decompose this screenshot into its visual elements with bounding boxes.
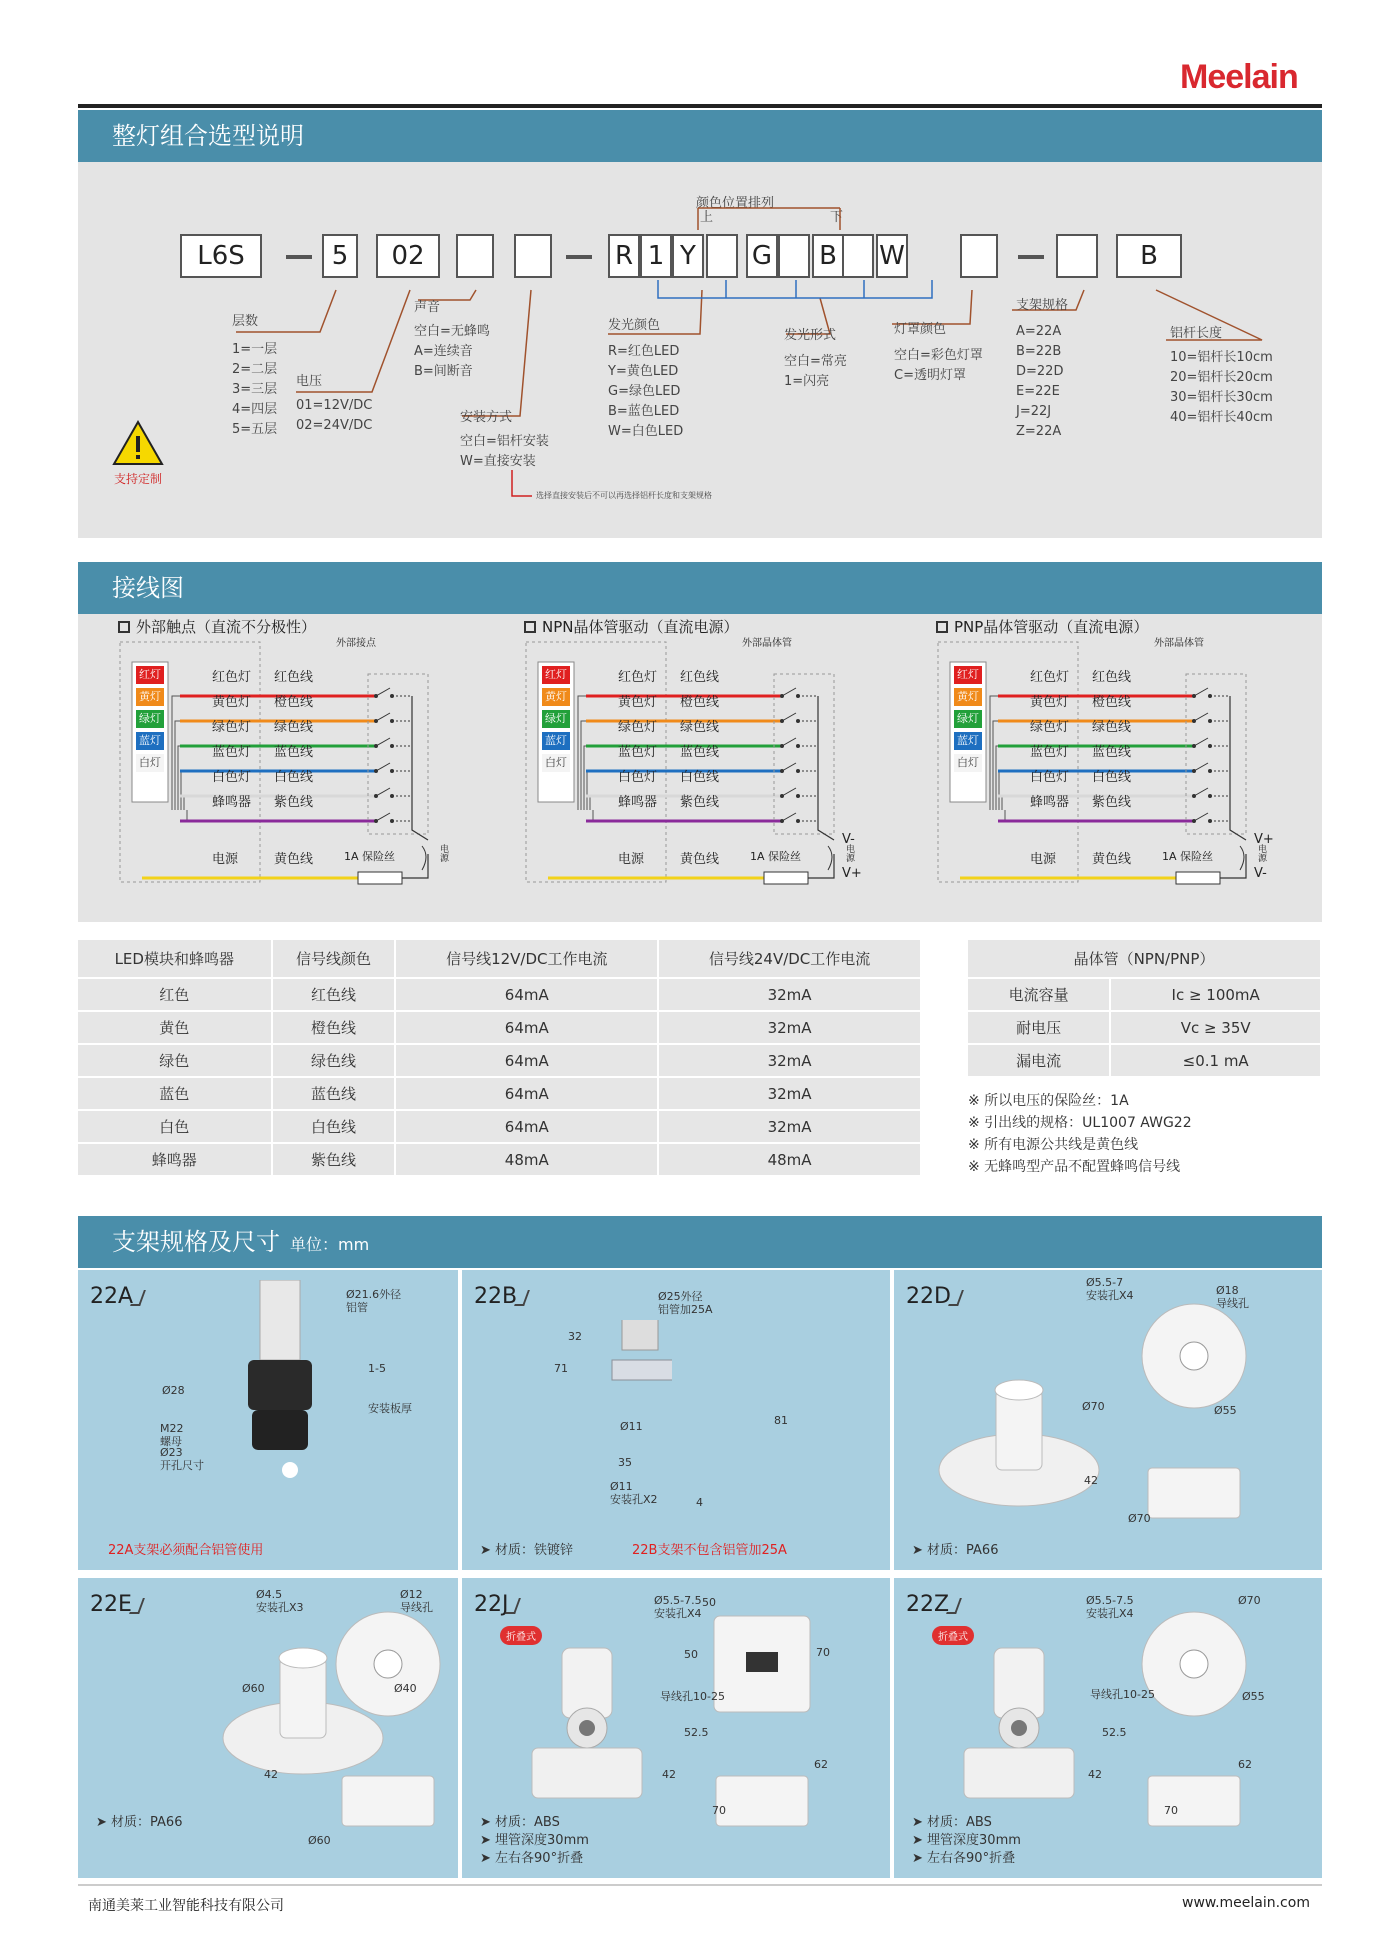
lamp-stack bbox=[136, 662, 164, 776]
lamp-wire-label: 绿色灯 bbox=[618, 720, 658, 735]
power-wire-label: 黄色线 bbox=[274, 852, 314, 867]
table-cell: 32mA bbox=[658, 1011, 921, 1044]
pole-title: 铝杆长度 bbox=[1170, 326, 1223, 341]
material-spec: ➤ 材质：铁镀锌 bbox=[480, 1543, 574, 1558]
external-label: 外部晶体管 bbox=[1154, 638, 1204, 649]
transistor-table-header: 晶体管（NPN/PNP） bbox=[968, 940, 1321, 978]
table-row bbox=[78, 1044, 921, 1077]
bracket-code: 22Z bbox=[906, 1592, 950, 1617]
table-header-cell: LED模块和蜂鸣器 bbox=[78, 940, 272, 978]
dimension-label: Ø70 bbox=[1082, 1400, 1105, 1413]
bracket-panel-22B bbox=[462, 1270, 890, 1570]
lamp-wire-label: 红色灯 bbox=[212, 670, 252, 685]
table-cell: 48mA bbox=[658, 1143, 921, 1176]
polarity-top: V- bbox=[842, 832, 855, 847]
wire-color-label: 紫色线 bbox=[1092, 795, 1132, 810]
bracket-drawing bbox=[692, 1290, 832, 1530]
dimension-label: 62 bbox=[814, 1758, 828, 1771]
dimension-label: Ø25外径 铝管加25A bbox=[658, 1290, 713, 1316]
table-cell: 绿色线 bbox=[272, 1044, 396, 1077]
table-cell: 紫色线 bbox=[272, 1143, 396, 1176]
code-box: 1 bbox=[640, 234, 672, 278]
dimension-label: 导线孔10-25 bbox=[660, 1690, 725, 1703]
bracket-code: 22B bbox=[474, 1284, 518, 1309]
table-cell: 32mA bbox=[658, 978, 921, 1011]
side-power-label: 电源 bbox=[1258, 845, 1268, 864]
wire-color-label: 白色线 bbox=[274, 770, 314, 785]
bracket-product-image bbox=[502, 1628, 672, 1828]
section-title-wiring: 接线图 bbox=[78, 562, 1322, 614]
lamp-label: 白灯 bbox=[954, 754, 982, 772]
wire-color-label: 橙色线 bbox=[1092, 695, 1132, 710]
lamp-label: 红灯 bbox=[954, 666, 982, 684]
note-line: ※ 所有电源公共线是黄色线 bbox=[968, 1137, 1139, 1153]
lamp-stack bbox=[954, 662, 982, 776]
code-box: R bbox=[608, 234, 640, 278]
lamp-label: 黄灯 bbox=[542, 688, 570, 706]
table-cell: 32mA bbox=[658, 1077, 921, 1110]
unit-label: 单位：mm bbox=[290, 1235, 370, 1254]
mount-note: 选择直接安装后不可以再选择铝杆长度和支架规格 bbox=[536, 491, 712, 500]
table-row bbox=[78, 978, 921, 1011]
table-cell: 耐电压 bbox=[968, 1011, 1110, 1044]
lamp-wire-label: 黄色灯 bbox=[1030, 695, 1070, 710]
dimension-label: Ø5.5-7.5 安装孔X4 bbox=[654, 1594, 702, 1620]
wire-color-label: 红色线 bbox=[680, 670, 720, 685]
table-cell: 64mA bbox=[395, 1077, 658, 1110]
section-title-bracket bbox=[78, 1216, 1322, 1268]
table-header-cell: 信号线颜色 bbox=[272, 940, 396, 978]
diagram-title bbox=[524, 616, 739, 637]
bracket-panel-22Z bbox=[894, 1578, 1322, 1878]
lamp-wire-label: 蜂鸣器 bbox=[1030, 795, 1070, 810]
dimension-label: Ø70 bbox=[1238, 1594, 1261, 1607]
dimension-label: 42 bbox=[662, 1768, 676, 1781]
bracket-drawing bbox=[1124, 1290, 1264, 1530]
dimension-label: M22 螺母 bbox=[160, 1422, 184, 1448]
table-row bbox=[968, 1044, 1321, 1077]
table-cell: 32mA bbox=[658, 1044, 921, 1077]
dimension-label: Ø11 安装孔X2 bbox=[610, 1480, 658, 1506]
dimension-label: Ø40 bbox=[394, 1682, 417, 1695]
dimension-label: 70 bbox=[816, 1646, 830, 1659]
layers-title: 层数 bbox=[232, 314, 259, 329]
lamp-wire-label: 蜂鸣器 bbox=[212, 795, 252, 810]
table-cell: 白色线 bbox=[272, 1110, 396, 1143]
lamp-label: 白灯 bbox=[136, 754, 164, 772]
table-cell: 64mA bbox=[395, 1011, 658, 1044]
external-label: 外部晶体管 bbox=[742, 638, 792, 649]
layers-list: 1=一层 2=二层 3=三层 4=四层 5=五层 bbox=[232, 342, 278, 437]
table-cell: 红色 bbox=[78, 978, 272, 1011]
dimension-label: 安装板厚 bbox=[368, 1402, 412, 1415]
table-cell: 漏电流 bbox=[968, 1044, 1110, 1077]
wire-color-label: 蓝色线 bbox=[680, 745, 720, 760]
code-box: Y bbox=[672, 234, 704, 278]
brand-logo: Meelain bbox=[1180, 58, 1298, 96]
checkbox-icon bbox=[524, 621, 536, 633]
fuse-label: 1A 保险丝 bbox=[1162, 850, 1214, 863]
dimension-label: Ø28 bbox=[162, 1384, 185, 1397]
lamp-label: 白灯 bbox=[542, 754, 570, 772]
bracket-drawing bbox=[318, 1598, 458, 1838]
dimension-label: 81 bbox=[774, 1414, 788, 1427]
wire-color-label: 绿色线 bbox=[680, 720, 720, 735]
diagram-title-text: PNP晶体管驱动（直流电源） bbox=[954, 618, 1149, 636]
wire-color-label: 绿色线 bbox=[1092, 720, 1132, 735]
bracket-list: A=22A B=22B D=22D E=22E J=22J Z=22A bbox=[1016, 324, 1064, 439]
checkbox-icon bbox=[118, 621, 130, 633]
wire-color-label: 白色线 bbox=[680, 770, 720, 785]
table-cell: 红色线 bbox=[272, 978, 396, 1011]
code-box: 5 bbox=[322, 234, 358, 278]
wire-color-label: 白色线 bbox=[1092, 770, 1132, 785]
table-cell: 64mA bbox=[395, 1110, 658, 1143]
external-label: 外部接点 bbox=[336, 638, 376, 649]
warning-icon bbox=[112, 420, 164, 468]
note-line: ※ 所以电压的保险丝：1A bbox=[968, 1093, 1129, 1109]
power-label: 电源 bbox=[1030, 852, 1057, 867]
table-cell: 绿色 bbox=[78, 1044, 272, 1077]
dimension-label: Ø4.5 安装孔X3 bbox=[256, 1588, 304, 1614]
dimension-label: Ø11 bbox=[620, 1420, 643, 1433]
lamp-wire-label: 红色灯 bbox=[1030, 670, 1070, 685]
current-table bbox=[78, 940, 922, 1177]
sound-title: 声音 bbox=[414, 300, 441, 315]
table-cell: 64mA bbox=[395, 1044, 658, 1077]
power-wire-label: 黄色线 bbox=[680, 852, 720, 867]
lamp-wire-label: 白色灯 bbox=[618, 770, 658, 785]
diagram-title bbox=[118, 616, 316, 637]
wiring-notes bbox=[968, 1090, 1192, 1178]
lamp-wire-label: 红色灯 bbox=[618, 670, 658, 685]
dimension-label: 50 bbox=[702, 1596, 716, 1609]
table-cell: ≤0.1 mA bbox=[1110, 1044, 1321, 1077]
led-color-title: 发光颜色 bbox=[608, 318, 661, 333]
table-cell: 32mA bbox=[658, 1110, 921, 1143]
voltage-list: 01=12V/DC 02=24V/DC bbox=[296, 398, 373, 433]
dimension-label: 42 bbox=[264, 1768, 278, 1781]
dimension-label: Ø18 导线孔 bbox=[1216, 1284, 1249, 1310]
table-cell: 黄色 bbox=[78, 1011, 272, 1044]
dimension-label: 62 bbox=[1238, 1758, 1252, 1771]
bracket-code: 22A bbox=[90, 1284, 134, 1309]
lamp-wire-label: 蓝色灯 bbox=[618, 745, 658, 760]
lamp-label: 蓝灯 bbox=[542, 732, 570, 750]
bracket-panel-22D bbox=[894, 1270, 1322, 1570]
dimension-label: 导线孔10-25 bbox=[1090, 1688, 1155, 1701]
code-box: W bbox=[876, 234, 908, 278]
lamp-wire-label: 绿色灯 bbox=[212, 720, 252, 735]
diagram-title bbox=[936, 616, 1148, 637]
note-line: ※ 无蜂鸣型产品不配置蜂鸣信号线 bbox=[968, 1159, 1181, 1175]
wire-color-label: 橙色线 bbox=[274, 695, 314, 710]
table-row bbox=[968, 1011, 1321, 1044]
dimension-label: Ø21.6外径 铝管 bbox=[346, 1288, 402, 1314]
dimension-label: 52.5 bbox=[684, 1726, 709, 1739]
wire-color-label: 蓝色线 bbox=[1092, 745, 1132, 760]
power-label: 电源 bbox=[618, 852, 645, 867]
cover-color-list: 空白=彩色灯罩 C=透明灯罩 bbox=[894, 348, 983, 383]
wire-color-label: 红色线 bbox=[274, 670, 314, 685]
code-box: L6S bbox=[180, 234, 262, 278]
custom-support-label: 支持定制 bbox=[114, 472, 163, 486]
bracket-drawing bbox=[1124, 1598, 1264, 1838]
dimension-label: Ø70 bbox=[1128, 1512, 1151, 1525]
lamp-wire-label: 白色灯 bbox=[1030, 770, 1070, 785]
wire-color-label: 紫色线 bbox=[274, 795, 314, 810]
code-box: G bbox=[746, 234, 778, 278]
lamp-label: 绿灯 bbox=[136, 710, 164, 728]
lamp-stack bbox=[542, 662, 570, 776]
light-form-list: 空白=常亮 1=闪亮 bbox=[784, 354, 847, 389]
fuse-label: 1A 保险丝 bbox=[750, 850, 802, 863]
bracket-title: 支架规格 bbox=[1016, 298, 1069, 313]
table-row bbox=[78, 1077, 921, 1110]
power-label: 电源 bbox=[212, 852, 239, 867]
dimension-label: 1-5 bbox=[368, 1362, 386, 1375]
bracket-product-image bbox=[934, 1320, 1104, 1520]
polarity-bottom: V- bbox=[1254, 866, 1267, 881]
voltage-title: 电压 bbox=[296, 374, 323, 389]
dimension-label: Ø55 bbox=[1242, 1690, 1265, 1703]
lamp-wire-label: 黄色灯 bbox=[212, 695, 252, 710]
transistor-table bbox=[968, 940, 1322, 1078]
pole-list: 10=铝杆长10cm 20=铝杆长20cm 30=铝杆长30cm 40=铝杆长40cm bbox=[1170, 350, 1273, 425]
dimension-label: 70 bbox=[712, 1804, 726, 1817]
bracket-drawing bbox=[692, 1598, 832, 1838]
polarity-top: V+ bbox=[1254, 832, 1274, 847]
folding-badge: 折叠式 bbox=[500, 1626, 542, 1645]
lamp-label: 蓝灯 bbox=[954, 732, 982, 750]
dimension-label: 4 bbox=[696, 1496, 703, 1509]
table-cell: Vc ≥ 35V bbox=[1110, 1011, 1321, 1044]
code-box: B bbox=[1116, 234, 1182, 278]
lamp-wire-label: 蓝色灯 bbox=[212, 745, 252, 760]
bracket-note: 22B支架不包含铝管加25A bbox=[632, 1543, 787, 1558]
lamp-wire-label: 蓝色灯 bbox=[1030, 745, 1070, 760]
material-spec: ➤ 材质：PA66 bbox=[96, 1815, 183, 1830]
table-row bbox=[968, 978, 1321, 1011]
top-label: 上 bbox=[700, 210, 714, 225]
bracket-code: 22E bbox=[90, 1592, 132, 1617]
wire-color-label: 红色线 bbox=[1092, 670, 1132, 685]
bracket-panel-22A bbox=[78, 1270, 458, 1570]
diagram-title-text: 外部触点（直流不分极性） bbox=[136, 618, 317, 636]
lamp-wire-label: 绿色灯 bbox=[1030, 720, 1070, 735]
table-cell: 蜂鸣器 bbox=[78, 1143, 272, 1176]
dimension-label: Ø5.5-7 安装孔X4 bbox=[1086, 1276, 1134, 1302]
table-cell: 橙色线 bbox=[272, 1011, 396, 1044]
dimension-label: 42 bbox=[1088, 1768, 1102, 1781]
dimension-label: Ø55 bbox=[1214, 1404, 1237, 1417]
table-row bbox=[78, 1110, 921, 1143]
table-cell: 白色 bbox=[78, 1110, 272, 1143]
side-power-label: 电源 bbox=[846, 845, 856, 864]
dimension-label: 35 bbox=[618, 1456, 632, 1469]
table-cell: 48mA bbox=[395, 1143, 658, 1176]
bracket-product-image bbox=[934, 1628, 1104, 1828]
wire-color-label: 紫色线 bbox=[680, 795, 720, 810]
note-line: ※ 引出线的规格：UL1007 AWG22 bbox=[968, 1115, 1192, 1131]
table-cell: 64mA bbox=[395, 978, 658, 1011]
lamp-label: 红灯 bbox=[136, 666, 164, 684]
bracket-code: 22J bbox=[474, 1592, 509, 1617]
table-row bbox=[78, 1143, 921, 1176]
company-name: 南通美莱工业智能科技有限公司 bbox=[88, 1898, 284, 1914]
website: www.meelain.com bbox=[1182, 1895, 1310, 1911]
mount-list: 空白=铝杆安装 W=直接安装 bbox=[460, 434, 549, 469]
bracket-code: 22D bbox=[906, 1284, 951, 1309]
lamp-label: 黄灯 bbox=[954, 688, 982, 706]
diagram-title-text: NPN晶体管驱动（直流电源） bbox=[542, 618, 739, 636]
current-table-header bbox=[78, 940, 921, 978]
lamp-label: 红灯 bbox=[542, 666, 570, 684]
dimension-label: Ø60 bbox=[308, 1834, 331, 1847]
side-power-label: 电源 bbox=[440, 845, 450, 864]
table-cell: 蓝色 bbox=[78, 1077, 272, 1110]
wire-color-label: 橙色线 bbox=[680, 695, 720, 710]
lamp-label: 绿灯 bbox=[954, 710, 982, 728]
power-wire-label: 黄色线 bbox=[1092, 852, 1132, 867]
code-box: 02 bbox=[376, 234, 440, 278]
code-box: B bbox=[812, 234, 844, 278]
bracket-note: 22A支架必须配合铝管使用 bbox=[108, 1543, 264, 1558]
table-cell: 蓝色线 bbox=[272, 1077, 396, 1110]
bracket-section-title: 支架规格及尺寸 bbox=[112, 1228, 280, 1256]
bottom-label: 下 bbox=[830, 210, 844, 225]
lamp-label: 蓝灯 bbox=[136, 732, 164, 750]
selection-connector-lines bbox=[0, 0, 1400, 540]
lamp-wire-label: 蜂鸣器 bbox=[618, 795, 658, 810]
polarity-bottom: V+ bbox=[842, 866, 862, 881]
wire-color-label: 蓝色线 bbox=[274, 745, 314, 760]
dimension-label: 52.5 bbox=[1102, 1726, 1127, 1739]
bracket-panel-22J bbox=[462, 1578, 890, 1878]
mount-title: 安装方式 bbox=[460, 410, 513, 425]
sound-list: 空白=无蜂鸣 A=连续音 B=间断音 bbox=[414, 324, 490, 379]
section-title-selection: 整灯组合选型说明 bbox=[78, 110, 1322, 162]
wire-color-label: 绿色线 bbox=[274, 720, 314, 735]
footer-rule bbox=[78, 1884, 1322, 1886]
dimension-label: 42 bbox=[1084, 1474, 1098, 1487]
lamp-label: 黄灯 bbox=[136, 688, 164, 706]
material-spec: ➤ 材质：ABS ➤ 埋管深度30mm ➤ 左右各90°折叠 bbox=[912, 1815, 1021, 1866]
lamp-wire-label: 黄色灯 bbox=[618, 695, 658, 710]
table-cell: Ic ≥ 100mA bbox=[1110, 978, 1321, 1011]
dimension-label: 71 bbox=[554, 1362, 568, 1375]
table-header-cell: 信号线24V/DC工作电流 bbox=[658, 940, 921, 978]
dimension-label: 32 bbox=[568, 1330, 582, 1343]
bracket-panel-22E bbox=[78, 1578, 458, 1878]
lamp-label: 绿灯 bbox=[542, 710, 570, 728]
led-color-list: R=红色LED Y=黄色LED G=绿色LED B=蓝色LED W=白色LED bbox=[608, 344, 684, 439]
dimension-label: 70 bbox=[1164, 1804, 1178, 1817]
dimension-label: Ø60 bbox=[242, 1682, 265, 1695]
cover-color-title: 灯罩颜色 bbox=[894, 322, 947, 337]
table-cell: 电流容量 bbox=[968, 978, 1110, 1011]
lamp-wire-label: 白色灯 bbox=[212, 770, 252, 785]
material-spec: ➤ 材质：PA66 bbox=[912, 1543, 999, 1558]
dimension-label: 50 bbox=[684, 1648, 698, 1661]
dimension-label: Ø12 导线孔 bbox=[400, 1588, 433, 1614]
light-form-title: 发光形式 bbox=[784, 328, 837, 343]
dimension-label: Ø23 开孔尺寸 bbox=[160, 1446, 204, 1472]
color-order-title: 颜色位置排列 bbox=[696, 196, 775, 211]
material-spec: ➤ 材质：ABS ➤ 埋管深度30mm ➤ 左右各90°折叠 bbox=[480, 1815, 589, 1866]
table-header-cell: 信号线12V/DC工作电流 bbox=[395, 940, 658, 978]
fuse-label: 1A 保险丝 bbox=[344, 850, 396, 863]
checkbox-icon bbox=[936, 621, 948, 633]
folding-badge: 折叠式 bbox=[932, 1626, 974, 1645]
dimension-label: Ø5.5-7.5 安装孔X4 bbox=[1086, 1594, 1134, 1620]
table-row bbox=[78, 1011, 921, 1044]
